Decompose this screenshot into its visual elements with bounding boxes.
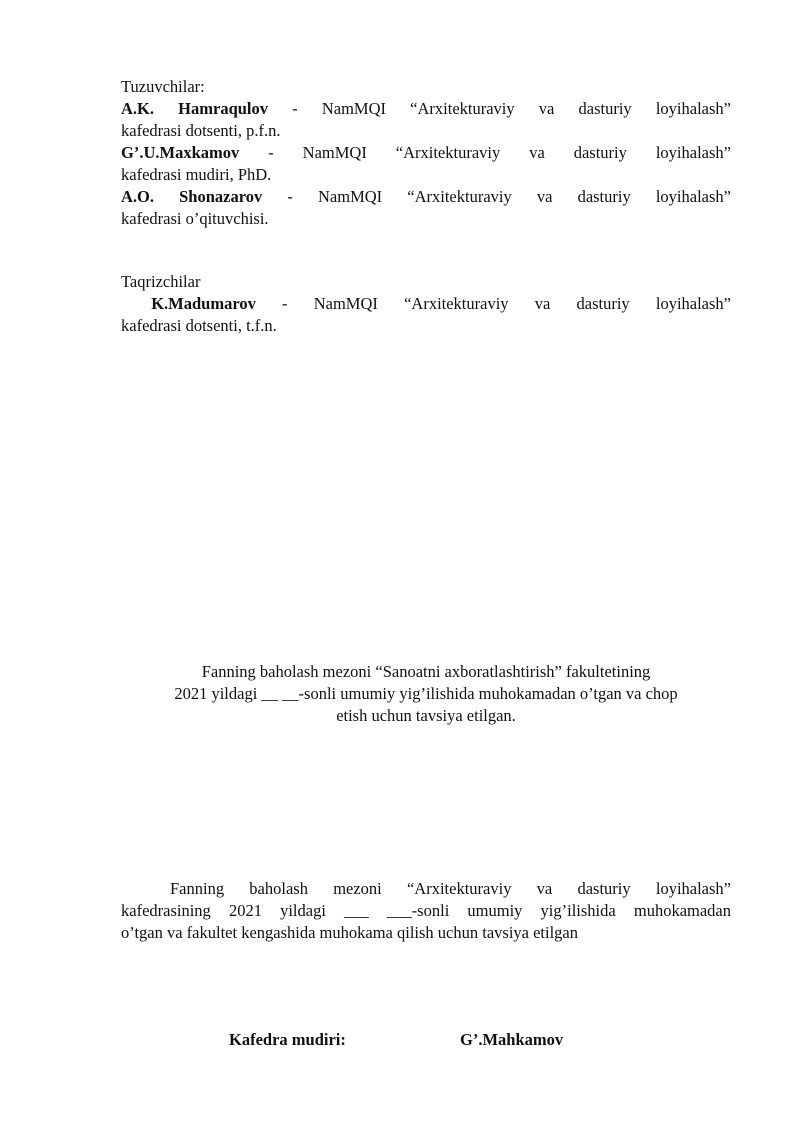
author-entry: [121, 98, 731, 120]
reviewer-desc: - NamMQI “Arxitekturaviy va dasturiy loyihalash”: [255, 294, 731, 313]
signature-label: Kafedra mudiri:: [229, 1030, 346, 1049]
reviewers-heading: Taqrizchilar: [121, 272, 201, 291]
author-desc-cont: kafedrasi dotsenti, p.f.n.: [121, 121, 281, 140]
author-entry: [121, 186, 731, 208]
faculty-approval: [121, 661, 731, 727]
authors-heading: Tuzuvchilar:: [121, 77, 205, 96]
department-approval: [121, 878, 731, 944]
department-approval-line: kafedrasining 2021 yildagi ___ ___-sonli umumiy yig’ilishida muhokamadan: [121, 901, 731, 920]
reviewer-desc-cont: kafedrasi dotsenti, t.f.n.: [121, 316, 277, 335]
author-desc: - NamMQI “Arxitekturaviy va dasturiy loyihalash”: [268, 99, 731, 118]
reviewer-entry: [121, 293, 731, 315]
department-approval-line: o’tgan va fakultet kengashida muhokama qilish uchun tavsiya etilgan: [121, 923, 578, 942]
author-name: A.O. Shonazarov: [121, 187, 263, 206]
faculty-approval-line: etish uchun tavsiya etilgan.: [336, 706, 516, 725]
faculty-approval-line: Fanning baholash mezoni “Sanoatni axboratlashtirish” fakultetining: [201, 662, 651, 681]
author-name: A.K. Hamraqulov: [121, 99, 269, 118]
author-name: G’.U.Maxkamov: [121, 143, 240, 162]
signature-name: G’.Mahkamov: [460, 1030, 564, 1049]
author-desc: - NamMQI “Arxitekturaviy va dasturiy loyihalash”: [239, 143, 731, 162]
author-desc-cont: kafedrasi mudiri, PhD.: [121, 165, 272, 184]
authors-section: [121, 76, 731, 230]
reviewer-name: K.Madumarov: [151, 294, 256, 313]
author-entry: [121, 142, 731, 164]
author-desc-cont: kafedrasi o’qituvchisi.: [121, 209, 269, 228]
reviewers-section: [121, 271, 731, 337]
author-desc: - NamMQI “Arxitekturaviy va dasturiy loyihalash”: [262, 187, 731, 206]
department-approval-text: Fanning baholash mezoni “Arxitekturaviy va dasturiy loyihalash”: [170, 879, 731, 898]
faculty-approval-line: 2021 yildagi __ __-sonli umumiy yig’ilishida muhokamadan o’tgan va chop: [174, 684, 678, 703]
department-approval-line: [121, 878, 731, 900]
